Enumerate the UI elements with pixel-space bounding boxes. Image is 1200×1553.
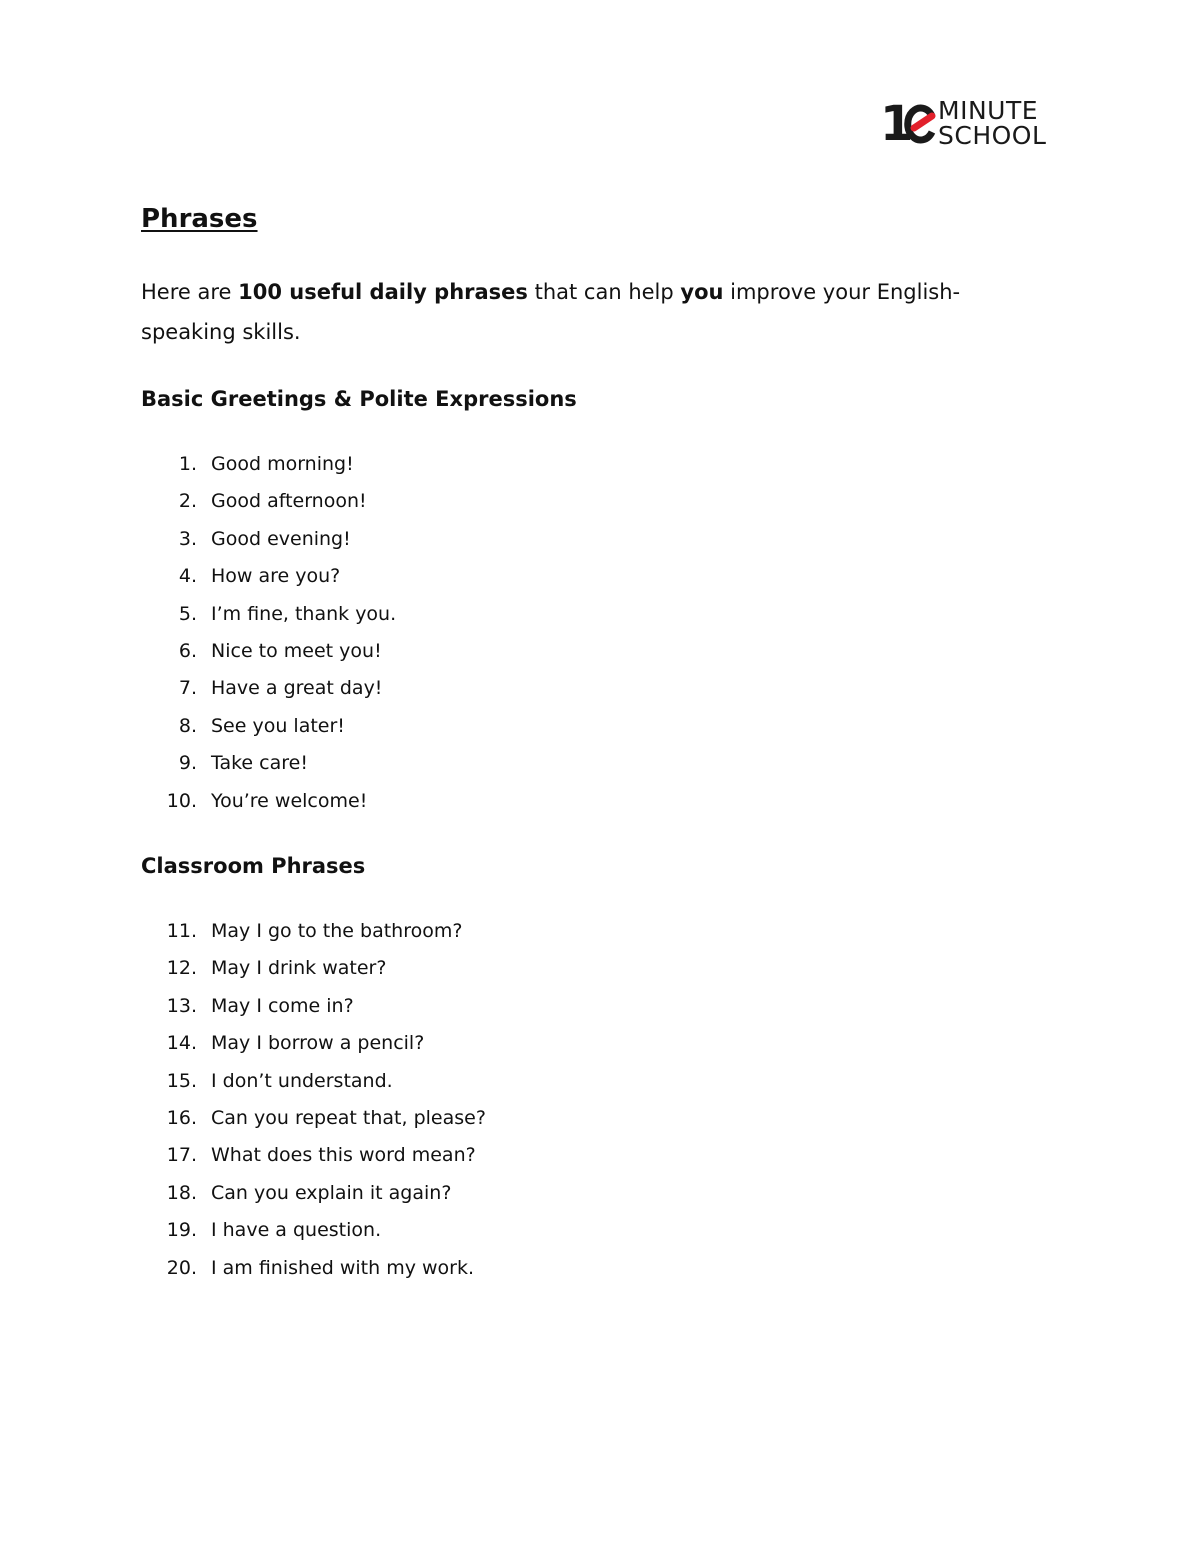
item-number: 16. [166, 1106, 197, 1129]
item-text: Take care! [211, 752, 308, 775]
item-text: May I borrow a pencil? [211, 1032, 425, 1055]
item-text: What does this word mean? [211, 1144, 476, 1167]
intro-text-3: improve your English-speaking skills. [141, 280, 961, 344]
item-number: 1. [178, 453, 197, 475]
item-number: 20. [166, 1256, 197, 1279]
intro-text-2: that can help [527, 280, 681, 304]
page-title: Phrases [141, 204, 258, 234]
item-number: 3. [178, 527, 197, 550]
item-number: 14. [166, 1032, 197, 1055]
item-number: 2. [178, 490, 197, 513]
item-text: How are you? [211, 565, 341, 588]
item-number: 10. [166, 789, 197, 812]
item-number: 13. [166, 994, 197, 1017]
item-number: 18. [166, 1181, 197, 1204]
intro-paragraph [141, 272, 961, 352]
item-text: You’re welcome! [211, 789, 368, 812]
logo-line-school: SCHOOL [938, 121, 1047, 150]
item-text: Good morning! [211, 453, 354, 475]
item-text: May I come in? [211, 994, 354, 1017]
item-text: See you later! [211, 714, 345, 737]
item-number: 11. [166, 920, 197, 942]
logo-number-mark: 1 [876, 96, 938, 152]
logo-zero-icon [902, 102, 938, 146]
item-text: I don’t understand. [211, 1069, 393, 1092]
item-text: I have a question. [211, 1219, 382, 1242]
item-number: 17. [166, 1144, 197, 1167]
logo-line-minute: MINUTE [938, 96, 1039, 125]
item-number: 5. [178, 602, 197, 625]
item-text: Have a great day! [211, 677, 383, 700]
item-text: Good evening! [211, 527, 351, 550]
intro-bold-1: 100 useful daily phrases [238, 280, 528, 304]
section-heading-classroom: Classroom Phrases [141, 854, 366, 878]
item-number: 8. [178, 714, 197, 737]
item-number: 4. [178, 565, 197, 588]
item-text: Good afternoon! [211, 490, 367, 513]
logo-wordmark [938, 98, 1046, 148]
item-number: 15. [166, 1069, 197, 1092]
brand-logo [876, 96, 1056, 152]
item-number: 12. [166, 957, 197, 980]
section-heading-greetings: Basic Greetings & Polite Expressions [141, 387, 577, 411]
item-text: I am finished with my work. [211, 1256, 475, 1279]
item-number: 19. [166, 1219, 197, 1242]
item-text: I’m fine, thank you. [211, 602, 397, 625]
item-text: Can you repeat that, please? [211, 1106, 486, 1129]
item-number: 9. [178, 752, 197, 775]
item-text: May I drink water? [211, 957, 387, 980]
item-number: 6. [178, 639, 197, 662]
item-number: 7. [178, 677, 197, 700]
intro-bold-2: you [680, 280, 724, 304]
item-text: Nice to meet you! [211, 639, 382, 662]
item-text: May I go to the bathroom? [211, 920, 463, 942]
item-text: Can you explain it again? [211, 1181, 452, 1204]
intro-text-1: Here are [141, 280, 239, 304]
